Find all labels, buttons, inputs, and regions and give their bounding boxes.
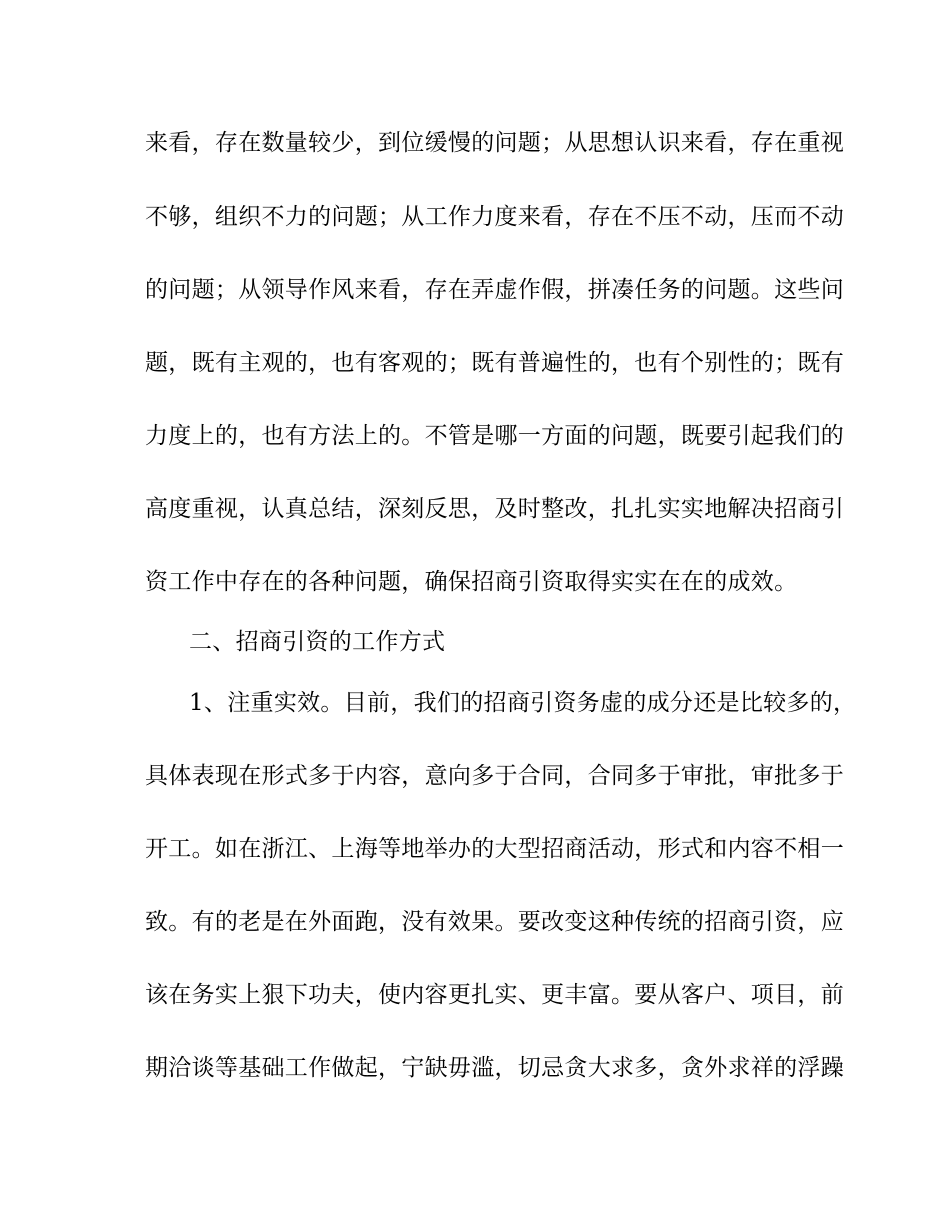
section-heading: 二、招商引资的工作方式 [189,629,446,655]
paragraph-line: 题，既有主观的，也有客观的；既有普遍性的，也有个别性的；既有 [145,350,844,376]
paragraph-line: 高度重视，认真总结，深刻反思，及时整改，扎扎实实地解决招商引 [145,496,844,522]
paragraph-line: 资工作中存在的各种问题，确保招商引资取得实实在在的成效。 [145,569,798,595]
paragraph-line: 力度上的，也有方法上的。不管是哪一方面的问题，既要引起我们的 [145,423,844,449]
paragraph-line: 期洽谈等基础工作做起，宁缺毋滥，切忌贪大求多，贪外求祥的浮躁 [145,1055,844,1081]
paragraph-line: 致。有的老是在外面跑，没有效果。要改变这种传统的招商引资，应 [145,909,844,935]
paragraph-line: 具体表现在形式多于内容，意向多于合同，合同多于审批，审批多于 [145,763,844,789]
paragraph-line: 的问题；从领导作风来看，存在弄虚作假，拼凑任务的问题。这些问 [145,277,844,303]
paragraph-line: 来看，存在数量较少，到位缓慢的问题；从思想认识来看，存在重视 [145,130,844,156]
paragraph-line: 不够，组织不力的问题；从工作力度来看，存在不压不动，压而不动 [145,204,844,230]
paragraph-line: 该在务实上狠下功夫，使内容更扎实、更丰富。要从客户、项目，前 [145,982,844,1008]
paragraph-line: 1、注重实效。目前，我们的招商引资务虚的成分还是比较多的， [189,690,857,716]
paragraph-line: 开工。如在浙江、上海等地举办的大型招商活动，形式和内容不相一 [145,836,844,862]
